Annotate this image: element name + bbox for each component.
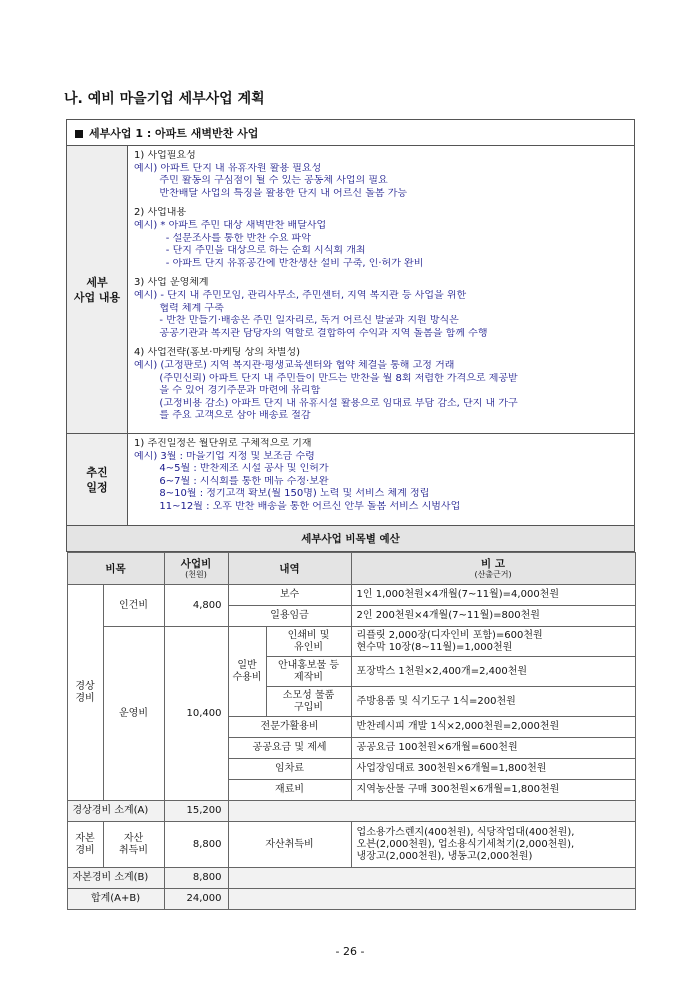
header-remark-label: 비 고 — [481, 558, 505, 570]
total-amount: 24,000 — [164, 889, 228, 910]
table-row — [67, 801, 635, 822]
op-label: 경상 경비 — [67, 585, 103, 801]
labor-item: 보수 — [228, 585, 351, 606]
content-line: 를 주요 고객으로 삼아 배송료 절감 — [134, 410, 311, 422]
budget-table — [67, 552, 636, 910]
content-heading: 2) 사업내용 — [134, 207, 187, 219]
content-line: 예시) (고정판로) 지역 복지관·평생교육센터와 협약 체결을 통해 고정 거래 — [134, 359, 455, 371]
content-heading: 1) 추진일정은 월단위로 구체적으로 기재 — [134, 438, 312, 449]
general-item: 소모성 물품 구입비 — [266, 687, 351, 717]
content-heading: 1) 사업필요성 — [134, 150, 196, 161]
project-header — [67, 120, 635, 146]
operating-label: 운영비 — [103, 627, 164, 801]
schedule-content — [128, 434, 635, 526]
page-number: - 26 - — [335, 945, 365, 958]
op-subtotal-blank — [228, 801, 635, 822]
content-line: 반찬배달 사업의 특징을 활용한 단지 내 어르신 돌봄 가능 — [134, 187, 408, 199]
square-bullet-icon — [75, 130, 83, 138]
capital-subtotal-amount: 8,800 — [164, 868, 228, 889]
content-line: - 설문조사를 통한 반찬 수요 파악 — [134, 232, 311, 244]
table-row — [67, 868, 635, 889]
detail-label — [67, 146, 128, 434]
content-line: - 단지 주민을 대상으로 하는 순회 시식회 개최 — [134, 245, 366, 257]
header-amount — [164, 553, 228, 585]
labor-amount: 4,800 — [164, 585, 228, 627]
capital-item: 자산취득비 — [228, 822, 351, 868]
labor-label: 인건비 — [103, 585, 164, 627]
table-row — [67, 585, 635, 606]
capital-subtotal-blank — [228, 868, 635, 889]
op-subtotal-label: 경상경비 소계(A) — [67, 801, 164, 822]
content-line: 예시) 아파트 단지 내 유휴자원 활용 필요성 — [134, 162, 322, 174]
operating-remark: 사업장임대료 300천원×6개월=1,800천원 — [351, 759, 635, 780]
content-line: 4~5월 : 반찬제조 시설 공사 및 인허가 — [134, 463, 329, 475]
header-amount-label: 사업비 — [180, 558, 212, 570]
content-line: 6~7월 : 시식회를 통한 메뉴 수정·보완 — [134, 475, 329, 487]
capital-amount: 8,800 — [164, 822, 228, 868]
spacer — [134, 270, 628, 277]
content-line: (고정비용 감소) 아파트 단지 내 유휴시설 활용으로 임대료 부담 감소, 단지 내 가구 — [134, 397, 518, 409]
spacer — [134, 200, 628, 207]
labor-remark: 2인 200천원×4개월(7~11월)=800천원 — [351, 606, 635, 627]
capital-remark: 업소용가스렌지(400천원), 식당작업대(400천원), 오븐(2,000천원), 업소용식기세척기(2,000천원), 냉장고(2,000천원), 냉동고(2,000천원) — [351, 822, 635, 868]
general-remark: 포장박스 1천원×2,400개=2,400천원 — [351, 657, 635, 687]
operating-amount: 10,400 — [164, 627, 228, 801]
operating-item: 공공요금 및 제세 — [228, 738, 351, 759]
content-line: 협력 체계 구축 — [134, 302, 224, 314]
budget-title: 세부사업 비목별 예산 — [67, 526, 635, 552]
operating-item: 전문가활용비 — [228, 717, 351, 738]
detail-content — [128, 146, 635, 434]
project-header-text: 세부사업 1 : 아파트 새벽반찬 사업 — [89, 126, 259, 140]
capital-subtotal-label: 자본경비 소계(B) — [67, 868, 164, 889]
capital-sub-label: 자산 취득비 — [103, 822, 164, 868]
content-line: 예시) * 아파트 주민 대상 새벽반찬 배달사업 — [134, 219, 327, 231]
content-heading: 4) 사업전략(홍보·마케팅 상의 차별성) — [134, 347, 301, 359]
capital-label: 자본 경비 — [67, 822, 103, 868]
content-line: 주민 활동의 구심점이 될 수 있는 공동체 사업의 필요 — [134, 175, 388, 187]
content-heading: 3) 사업 운영체계 — [134, 277, 209, 289]
header-remark-sub: (산출근거) — [474, 570, 512, 579]
operating-item: 재료비 — [228, 780, 351, 801]
content-line: - 반찬 만들기·배송은 주민 일자리로, 독거 어르신 발굴과 지원 방식은 — [134, 315, 459, 327]
content-line: 공공기관과 복지관 담당자의 역할로 결합하여 수익과 지역 돌봄을 함께 수행 — [134, 327, 488, 339]
header-amount-unit: (천원) — [185, 570, 207, 579]
content-line: 을 수 있어 경기주문과 마련에 유리함 — [134, 385, 321, 397]
business-plan-table — [66, 119, 635, 910]
general-item: 안내홍보물 등 제작비 — [266, 657, 351, 687]
operating-item: 임차료 — [228, 759, 351, 780]
schedule-label — [67, 434, 128, 526]
general-remark: 리플릿 2,000장(디자인비 포함)=600천원 현수막 10장(8~11월)=1,000천원 — [351, 627, 635, 657]
header-content: 내역 — [228, 553, 351, 585]
content-line: 8~10월 : 정기고객 확보(월 150명) 노력 및 서비스 체계 정립 — [134, 488, 430, 500]
general-remark: 주방용품 및 식기도구 1식=200천원 — [351, 687, 635, 717]
total-blank — [228, 889, 635, 910]
detail-label-line: 세부 — [86, 275, 108, 289]
header-remark — [351, 553, 635, 585]
operating-remark: 반찬레시피 개발 1식×2,000천원=2,000천원 — [351, 717, 635, 738]
content-line: 예시) - 단지 내 주민모임, 관리사무소, 주민센터, 지역 복지관 등 사업을 위한 — [134, 289, 467, 301]
content-line: - 아파트 단지 유휴공간에 반찬생산 설비 구축, 인·허가 완비 — [134, 257, 424, 269]
op-subtotal-amount: 15,200 — [164, 801, 228, 822]
operating-remark: 지역농산물 구매 300천원×6개월=1,800천원 — [351, 780, 635, 801]
content-line: (주민신뢰) 아파트 단지 내 주민들이 만드는 반찬을 월 8회 저렴한 가격으로 제공받 — [134, 372, 518, 384]
labor-item: 일용임금 — [228, 606, 351, 627]
schedule-label-line: 일정 — [86, 480, 108, 494]
detail-label-line: 사업 내용 — [73, 290, 121, 304]
spacer — [134, 340, 628, 347]
schedule-label-line: 추진 — [86, 465, 108, 479]
table-row — [67, 627, 635, 657]
content-line: 11~12월 : 오후 반찬 배송을 통한 어르신 안부 돌봄 서비스 시범사업 — [134, 500, 461, 512]
operating-remark: 공공요금 100천원×6개월=600천원 — [351, 738, 635, 759]
general-label: 일반 수용비 — [228, 627, 266, 717]
table-row — [67, 822, 635, 868]
content-line: 예시) 3월 : 마을기업 지정 및 보조금 수령 — [134, 450, 315, 462]
labor-remark: 1인 1,000천원×4개월(7~11월)=4,000천원 — [351, 585, 635, 606]
general-item: 인쇄비 및 유인비 — [266, 627, 351, 657]
section-title: 나. 예비 마을기업 세부사업 계획 — [64, 91, 265, 107]
table-row — [67, 889, 635, 910]
header-category: 비목 — [67, 553, 164, 585]
total-label: 합계(A+B) — [67, 889, 164, 910]
